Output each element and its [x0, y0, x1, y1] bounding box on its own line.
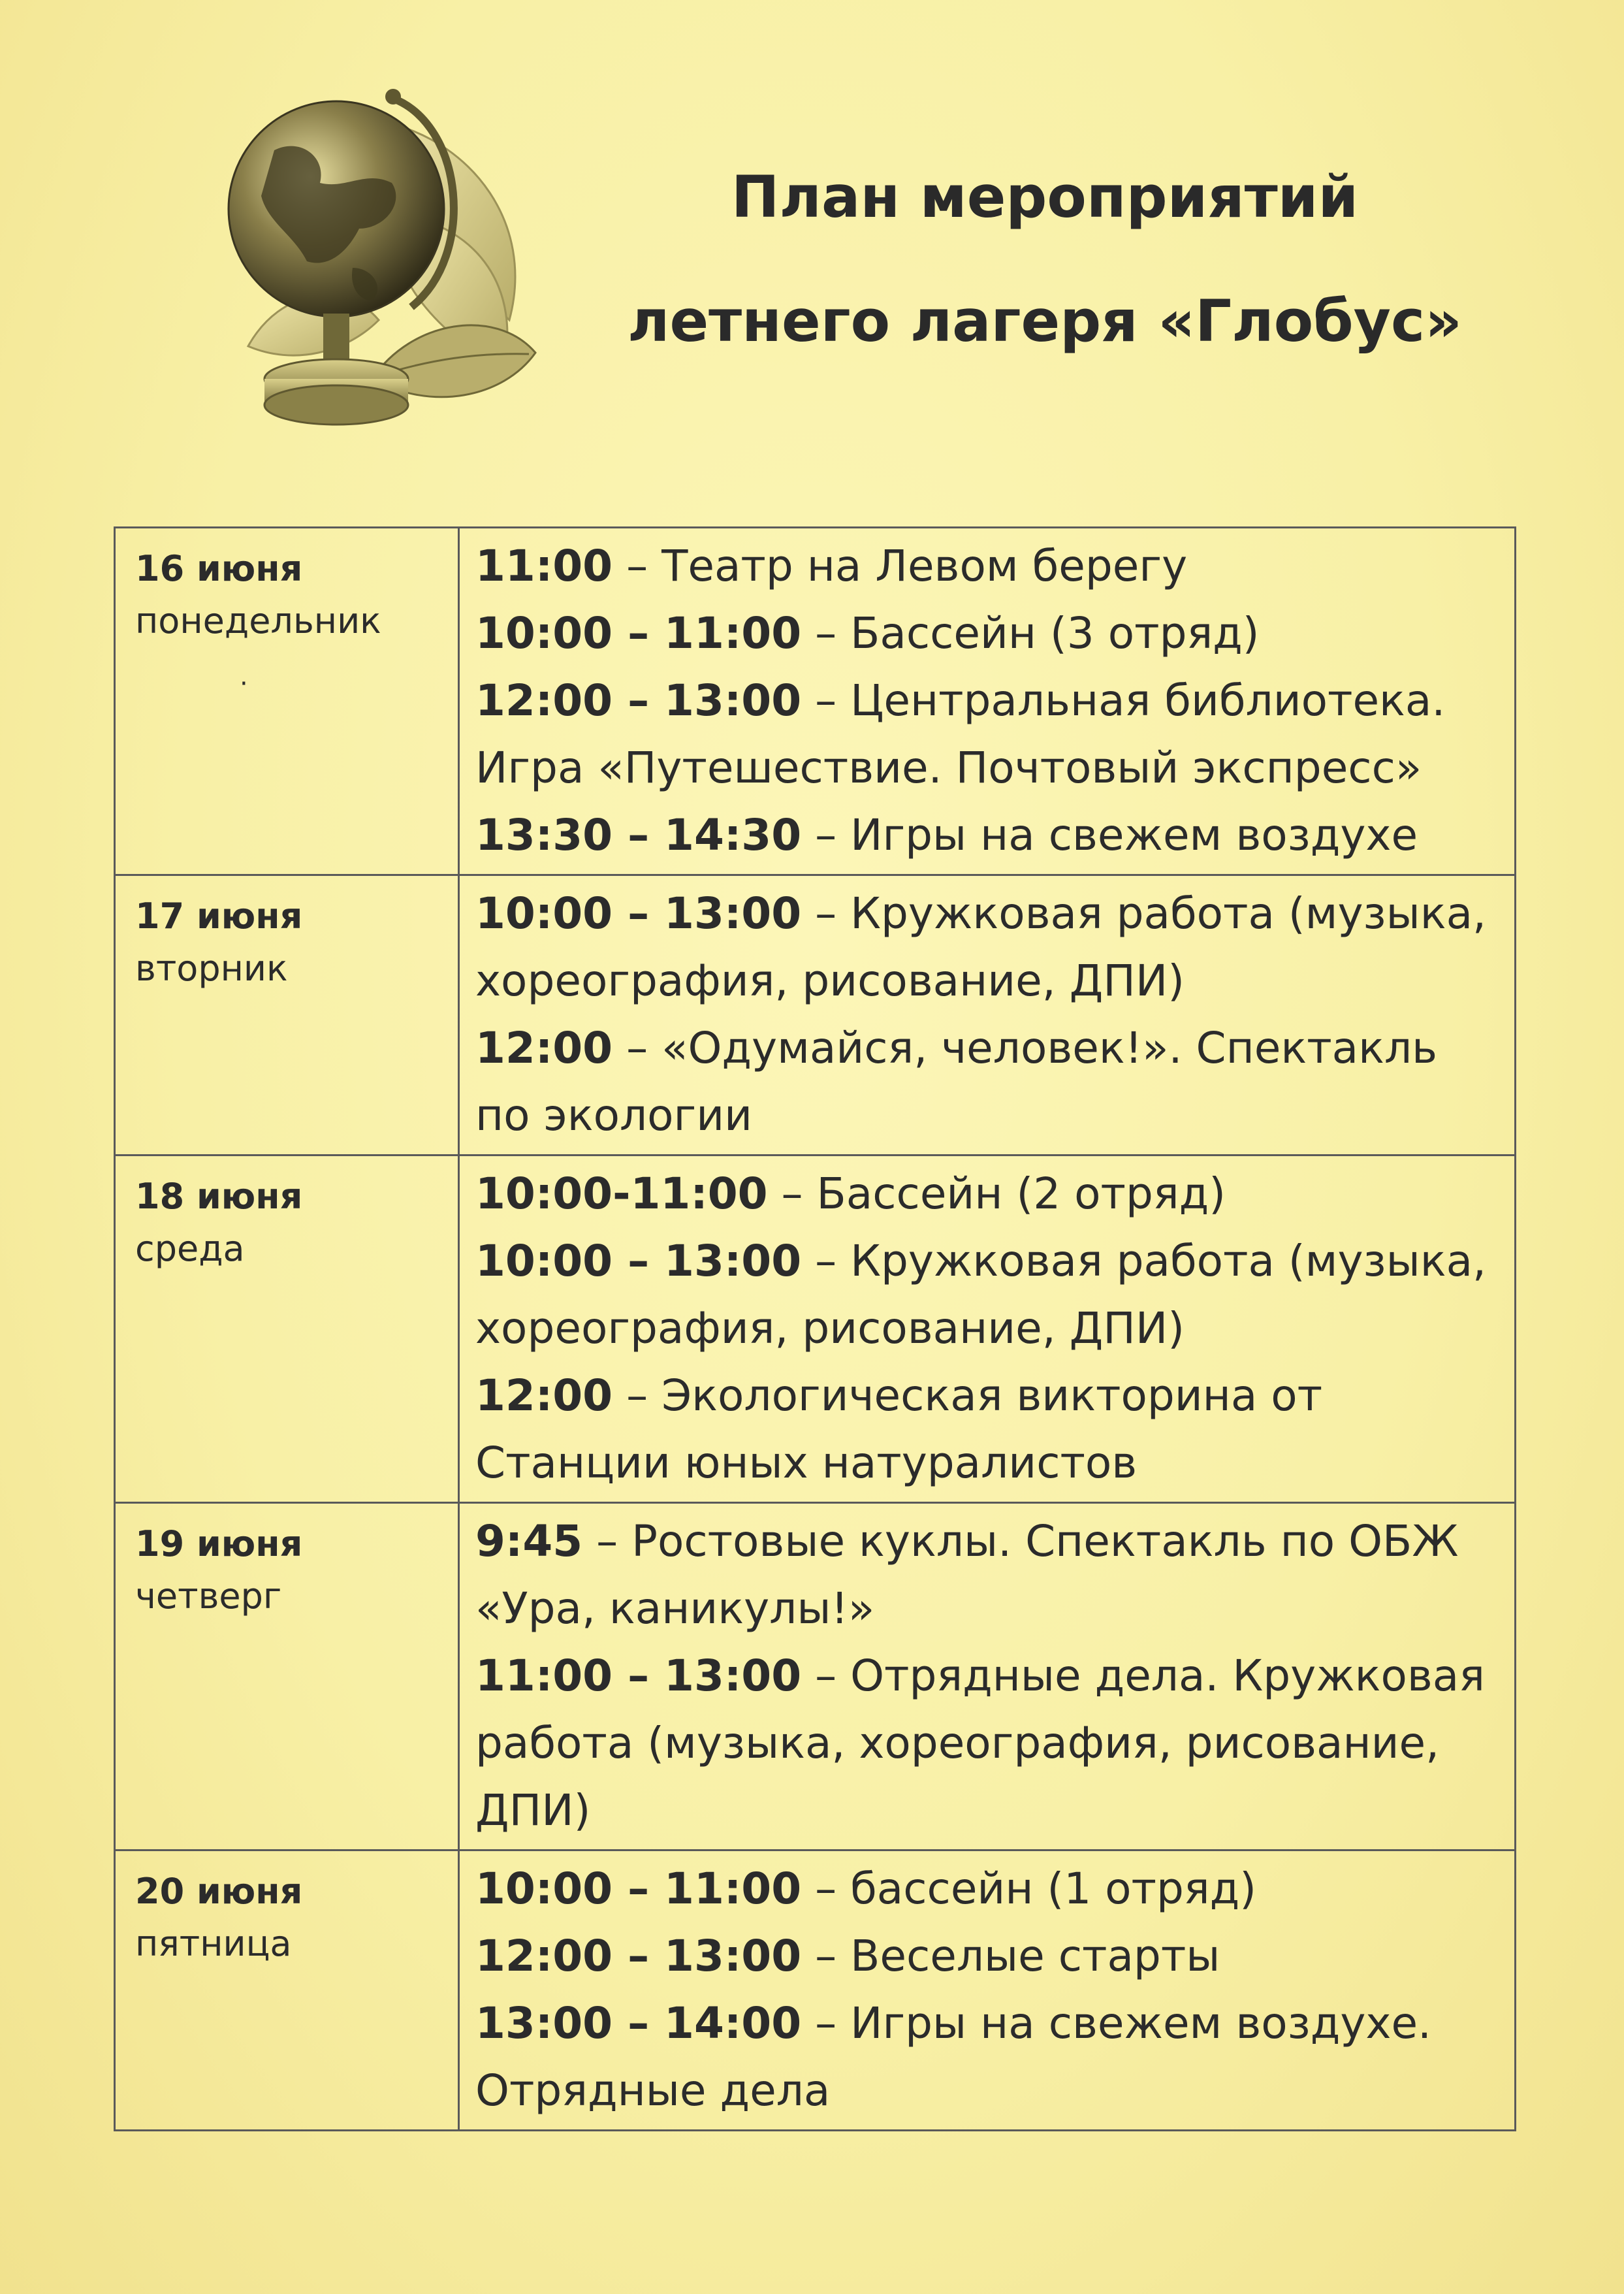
- event-time: 12:00 – 13:00: [475, 675, 802, 726]
- event-item: [475, 1160, 1501, 1227]
- event-time: 9:45: [475, 1516, 583, 1566]
- event-separator: –: [801, 1651, 851, 1701]
- event-text: Бассейн (2 отряд): [816, 1169, 1226, 1219]
- event-item: [475, 1855, 1501, 1922]
- event-item: [475, 1922, 1501, 1990]
- events-cell: [459, 1155, 1516, 1503]
- globe-with-leaves-icon: [196, 72, 562, 451]
- event-text: Игры на свежем воздухе: [850, 810, 1418, 860]
- day-weekday: вторник: [135, 948, 288, 989]
- day-date: 16 июня: [135, 548, 303, 589]
- event-separator: –: [801, 888, 851, 939]
- day-weekday: пятница: [135, 1923, 292, 1964]
- page-title: План мероприятий: [731, 163, 1359, 231]
- event-item: [475, 1014, 1501, 1149]
- event-separator: –: [613, 541, 662, 591]
- day-cell: [115, 1503, 459, 1850]
- event-separator: –: [801, 1931, 851, 1981]
- event-time: 11:00: [475, 541, 613, 591]
- schedule-table: [114, 526, 1516, 2131]
- event-time: 11:00 – 13:00: [475, 1651, 802, 1701]
- event-time: 10:00 – 11:00: [475, 608, 802, 658]
- page-subtitle: летнего лагеря «Глобус»: [628, 287, 1462, 355]
- table-row: [115, 1503, 1516, 1850]
- event-separator: –: [582, 1516, 632, 1566]
- event-separator: –: [801, 810, 851, 860]
- margin-mark: ·: [240, 669, 248, 699]
- event-separator: –: [801, 1998, 851, 2048]
- events-cell: [459, 1850, 1516, 2131]
- day-date: 20 июня: [135, 1871, 303, 1912]
- event-text: Центральная библиотека. Игра «Путешествие. Почтовый экспресс»: [475, 675, 1446, 793]
- table-row: [115, 1155, 1516, 1503]
- event-text: Кружковая работа (музыка, хореография, рисование, ДПИ): [475, 888, 1487, 1006]
- event-text: Экологическая викторина от Станции юных натуралистов: [475, 1370, 1323, 1488]
- event-item: [475, 1227, 1501, 1362]
- event-text: Бассейн (3 отряд): [850, 608, 1260, 658]
- event-text: Игры на свежем воздухе. Отрядные дела: [475, 1998, 1432, 2116]
- event-separator: –: [801, 608, 851, 658]
- day-cell: [115, 528, 459, 875]
- event-time: 13:00 – 14:00: [475, 1998, 802, 2048]
- event-time: 12:00: [475, 1370, 613, 1421]
- event-separator: –: [801, 1864, 851, 1914]
- event-text: Отрядные дела. Кружковая работа (музыка, хореография, рисование, ДПИ): [475, 1651, 1485, 1835]
- events-cell: [459, 875, 1516, 1155]
- event-item: [475, 1362, 1501, 1496]
- day-weekday: среда: [135, 1228, 245, 1269]
- event-time: 12:00: [475, 1023, 613, 1073]
- day-date: 19 июня: [135, 1523, 303, 1564]
- table-row: [115, 1850, 1516, 2131]
- day-cell: [115, 1155, 459, 1503]
- event-item: [475, 667, 1501, 801]
- event-item: [475, 1642, 1501, 1844]
- day-date: 18 июня: [135, 1176, 303, 1217]
- event-item: [475, 880, 1501, 1014]
- event-separator: –: [801, 675, 851, 726]
- event-text: Веселые старты: [850, 1931, 1220, 1981]
- table-row: [115, 875, 1516, 1155]
- event-time: 13:30 – 14:30: [475, 810, 802, 860]
- day-date: 17 июня: [135, 896, 303, 937]
- event-time: 10:00 – 13:00: [475, 1236, 802, 1286]
- event-time: 10:00 – 13:00: [475, 888, 802, 939]
- event-item: [475, 532, 1501, 600]
- event-separator: –: [767, 1169, 817, 1219]
- event-text: Кружковая работа (музыка, хореография, рисование, ДПИ): [475, 1236, 1487, 1353]
- event-item: [475, 1990, 1501, 2124]
- event-item: [475, 600, 1501, 667]
- event-item: [475, 801, 1501, 869]
- event-text: бассейн (1 отряд): [850, 1864, 1256, 1914]
- event-separator: –: [613, 1370, 662, 1421]
- day-cell: [115, 1850, 459, 2131]
- event-separator: –: [613, 1023, 662, 1073]
- event-time: 10:00-11:00: [475, 1169, 768, 1219]
- table-row: [115, 528, 1516, 875]
- event-text: «Одумайся, человек!». Спектакль по экологии: [475, 1023, 1438, 1140]
- events-cell: [459, 1503, 1516, 1850]
- event-time: 10:00 – 11:00: [475, 1864, 802, 1914]
- day-cell: [115, 875, 459, 1155]
- day-weekday: понедельник: [135, 600, 381, 641]
- event-text: Театр на Левом берегу: [661, 541, 1188, 591]
- event-time: 12:00 – 13:00: [475, 1931, 802, 1981]
- events-cell: [459, 528, 1516, 875]
- event-separator: –: [801, 1236, 851, 1286]
- day-weekday: четверг: [135, 1575, 282, 1617]
- event-item: [475, 1508, 1501, 1642]
- event-text: Ростовые куклы. Спектакль по ОБЖ «Ура, каникулы!»: [475, 1516, 1459, 1634]
